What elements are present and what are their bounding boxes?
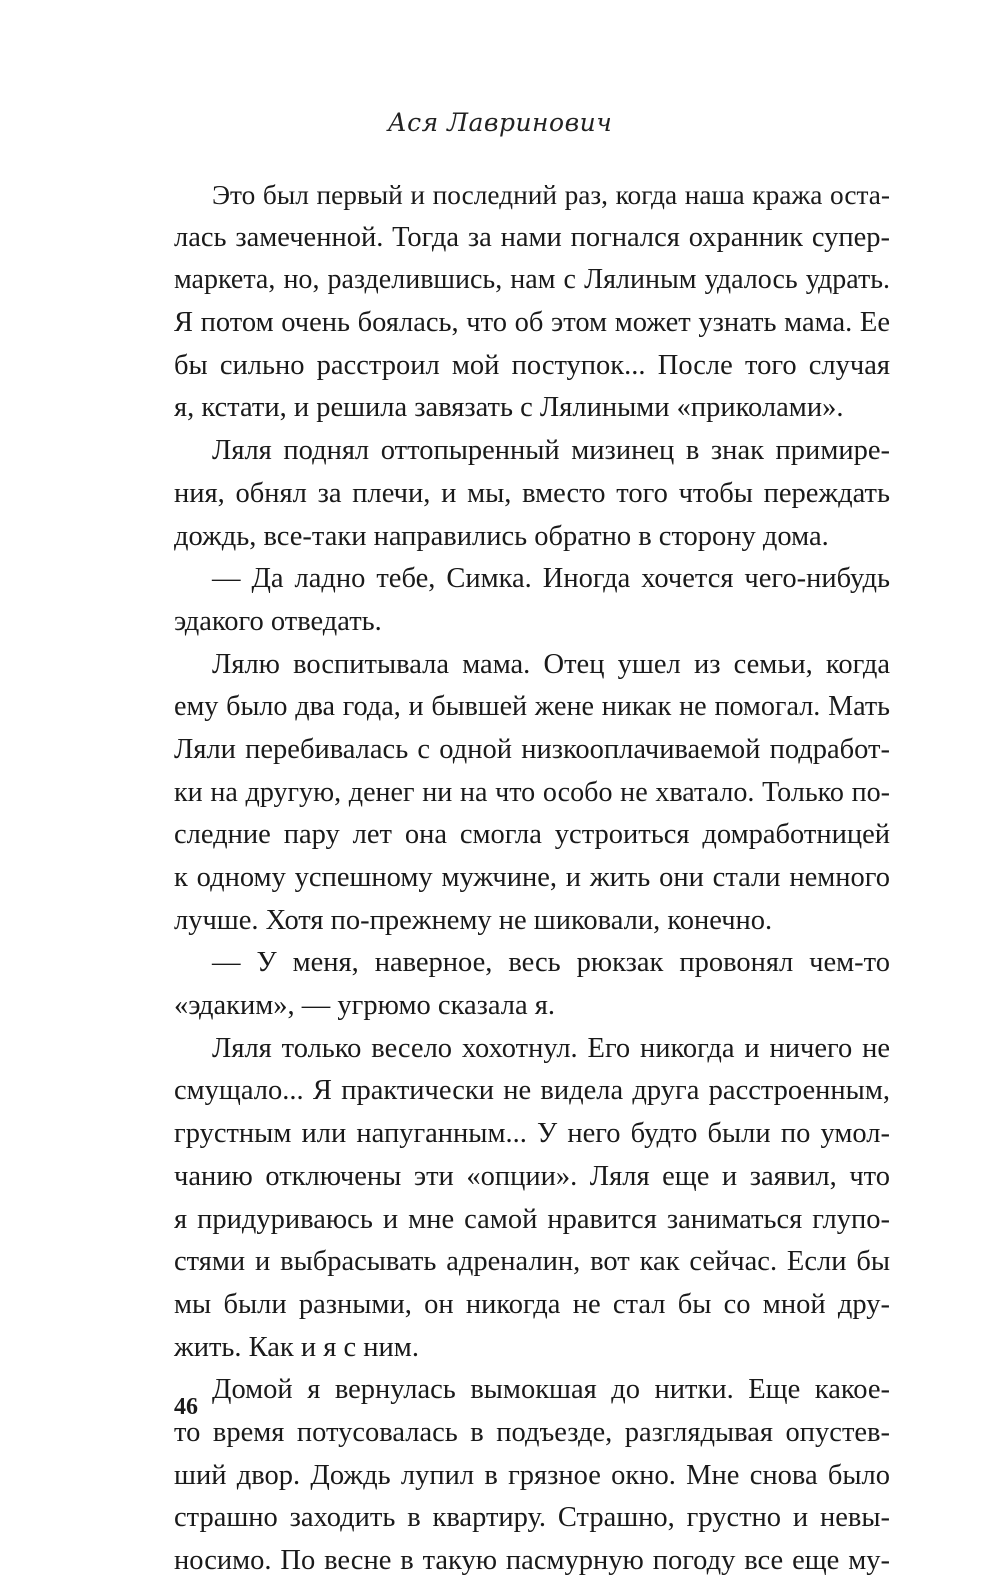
page-number: 46 — [174, 1394, 198, 1420]
text-line: грустным или напуганным... У него будто были по умол- — [174, 1118, 890, 1150]
text-line: лучше. Хотя по-прежнему не шиковали, конечно. — [174, 904, 773, 936]
text-line: мы были разными, он никогда не стал бы со мной дру- — [174, 1288, 890, 1320]
text-line: — Да ладно тебе, Симка. Иногда хочется чего-нибудь — [212, 563, 890, 595]
text-line: Это был первый и последний раз, когда наша кража оста- — [212, 180, 890, 210]
text-line: ему было два года, и бывшей жене никак не помогал. Мать — [174, 691, 890, 723]
text-line: «эдаким», — угрюмо сказала я. — [174, 990, 556, 1022]
text-line: ния, обнял за плечи, и мы, вместо того чтобы переждать — [174, 477, 890, 509]
text-line: эдакого отведать. — [174, 605, 382, 637]
text-line: страшно заходить в квартиру. Страшно, грустно и невы- — [174, 1502, 890, 1534]
text-line: ки на другую, денег ни на что особо не хватало. Только по- — [174, 776, 890, 808]
text-line: я придуриваюсь и мне самой нравится заниматься глупо- — [174, 1203, 890, 1235]
text-line: Домой я вернулась вымокшая до нитки. Еще какое- — [212, 1374, 890, 1406]
text-line: — У меня, наверное, весь рюкзак провонял чем-то — [212, 947, 890, 979]
text-line: к одному успешному мужчине, и жить они стали немного — [174, 862, 890, 893]
running-head-author: Ася Лавринович — [387, 108, 613, 137]
text-line: чанию отключены эти «опции». Ляля еще и заявил, что — [174, 1160, 890, 1192]
text-line: бы сильно расстроил мой поступок... После того случая — [174, 349, 890, 381]
text-line: Лялю воспитывала мама. Отец ушел из семьи, когда — [212, 648, 890, 680]
text-line: дождь, все-таки направились обратно в сторону дома. — [174, 520, 829, 552]
body-text — [174, 174, 890, 1583]
text-line: жить. Как и я с ним. — [174, 1331, 419, 1363]
text-line: следние пару лет она смогла устроиться домработницей — [174, 819, 890, 851]
text-line: Я потом очень боялась, что об этом может узнать мама. Ее — [174, 307, 890, 339]
text-line: Ляля только весело хохотнул. Его никогда и ничего не — [212, 1032, 890, 1064]
text-line: то время потусовалась в подъезде, разглядывая опустев- — [174, 1416, 890, 1448]
text-line: стями и выбрасывать адреналин, вот как сейчас. Если бы — [174, 1246, 890, 1278]
text-line: Ляли перебивалась с одной низкооплачиваемой подработ- — [174, 733, 890, 765]
text-line: маркета, но, разделившись, нам с Лялиным удалось удрать. — [174, 264, 890, 296]
text-line: я, кстати, и решила завязать с Лялиными «приколами». — [174, 392, 844, 424]
text-line: лась замеченной. Тогда за нами погнался охранник супер- — [174, 221, 890, 253]
text-line: смущало... Я практически не видела друга расстроенным, — [174, 1075, 890, 1107]
text-line: Ляля поднял оттопыренный мизинец в знак примире- — [212, 435, 890, 467]
text-line: ший двор. Дождь лупил в грязное окно. Мне снова было — [174, 1459, 890, 1491]
text-line: носимо. По весне в такую пасмурную погоду все еще му- — [174, 1545, 890, 1576]
